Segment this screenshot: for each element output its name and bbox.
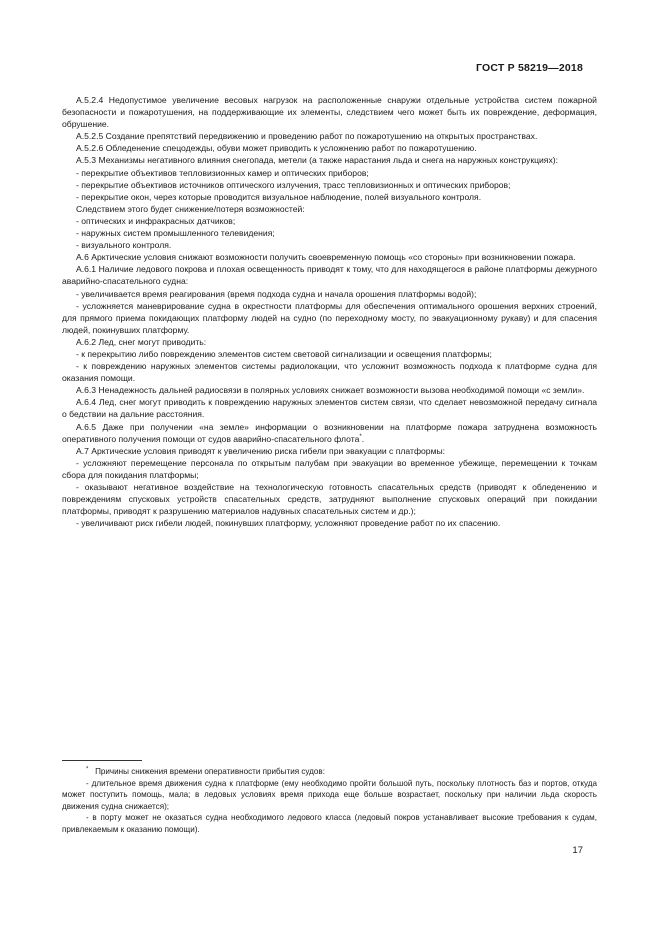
paragraph: А.6.2 Лед, снег могут приводить:: [76, 336, 207, 347]
footnote-divider: [62, 760, 142, 761]
list-item: - оказывают негативное воздействие на технологическую готовность спасательных средств (приводят к обледенению и повреждениям спусковых устройств спасательных средств, затрудняют выполнение спусковых операций при покидании платформы, приводят к разрушению материалов надувных спасательных систем и др.);: [62, 482, 597, 517]
footnote-item: - в порту может не оказаться судна необходимого ледового класса (ледовый покров устанавливает высокие требования к судам, привлекаемым к оказанию помощи).: [62, 813, 597, 834]
paragraph-text: А.6.5 Даже при получении «на земле» информации о возникновении на платформе пожара затруднена возможность оперативного получения помощи от судов аварийно-спасательного флота: [62, 421, 597, 444]
footnote-ref[interactable]: *: [359, 433, 362, 440]
main-text: [62, 94, 597, 529]
list-item: - к перекрытию либо повреждению элементов систем световой сигнализации и освещения платформы;: [76, 348, 492, 359]
paragraph: А.6.4 Лед, снег могут приводить к повреждению наружных элементов систем связи, что сделает невозможной передачу сигнала о бедствии на дальние расстояния.: [62, 397, 597, 420]
document-header: ГОСТ Р 58219—2018: [475, 62, 583, 74]
list-item: - усложняется маневрирование судна в окрестности платформы для обеспечения оптимального орошения верхних строений, для прямого приема покидающих платформу людей на судно (по переходному мосту, по эвакуационному рукаву) и для спасения людей, покинувших платформу.: [62, 300, 597, 335]
list-item: - увеличивается время реагирования (время подхода судна и начала орошения платформы водой);: [76, 288, 477, 299]
footnotes: [62, 766, 597, 836]
list-item: - перекрытие окон, через которые проводится визуальное наблюдение, полей визуального контроля.: [76, 191, 482, 202]
list-item: - увеличивают риск гибели людей, покинувших платформу, усложняют проведение работ по их спасению.: [76, 518, 501, 529]
paragraph: Следствием этого будет снижение/потеря возможностей:: [76, 203, 305, 214]
paragraph: А.6.3 Ненадежность дальней радиосвязи в полярных условиях снижает возможности вызова необходимой помощи «с земли».: [76, 385, 585, 396]
paragraph: А.6 Арктические условия снижают возможности получить своевременную помощь «со стороны» при возникновении пожара.: [76, 252, 576, 263]
paragraph: [62, 421, 597, 445]
page-number: 17: [572, 845, 583, 856]
paragraph: А.7 Арктические условия приводят к увеличению риска гибели при эвакуации с платформы:: [76, 445, 446, 456]
footnote: [62, 766, 597, 778]
footnote-item: - длительное время движения судна к платформе (ему необходимо пройти большой путь, поскольку плотность баз и портов, откуда может поступить помощь, мала; в ледовых условиях время прихода еще больше возрастает, поскольку при наличии льда скорость движения судна снижается);: [62, 778, 597, 811]
list-item: - перекрытие объективов источников оптического излучения, трасс тепловизионных и оптических приборов;: [76, 179, 511, 190]
paragraph-end: .: [361, 433, 365, 444]
list-item: - оптических и инфракрасных датчиков;: [76, 215, 236, 226]
footnote-text: Причины снижения времени оперативности прибытия судов:: [95, 767, 325, 776]
paragraph: А.6.1 Наличие ледового покрова и плохая освещенность приводят к тому, что для находящегося в районе платформы дежурного аварийно-спасательного судна:: [62, 264, 597, 287]
list-item: - усложняют перемещение персонала по открытым палубам при эвакуации во временное убежище, перемещении к точкам сбора для покидания платформы;: [62, 457, 597, 480]
list-item: - наружных систем промышленного телевидения;: [76, 228, 275, 239]
list-item: - визуального контроля.: [76, 240, 172, 251]
paragraph: А.5.2.4 Недопустимое увеличение весовых нагрузок на расположенные снаружи отдельные устройства систем пожарной безопасности и пожаротушения, на поддерживающие их элементы, следствием чего может быть их повреждение, деформация, обрушение.: [62, 95, 597, 130]
list-item: - перекрытие объективов тепловизионных камер и оптических приборов;: [76, 167, 369, 178]
list-item: - к повреждению наружных элементов системы радиолокации, что усложнит возможность подхода к платформе судна для оказания помощи.: [62, 361, 597, 384]
paragraph: А.5.2.6 Обледенение спецодежды, обуви может приводить к усложнению работ по пожаротушению.: [76, 143, 477, 154]
footnote-marker: *: [86, 766, 89, 773]
paragraph: А.5.3 Механизмы негативного влияния снегопада, метели (а также нарастания льда и снега на наружных конструкциях):: [76, 155, 559, 166]
paragraph: А.5.2.5 Создание препятствий передвижению и проведению работ по пожаротушению на открытых пространствах.: [76, 131, 538, 142]
